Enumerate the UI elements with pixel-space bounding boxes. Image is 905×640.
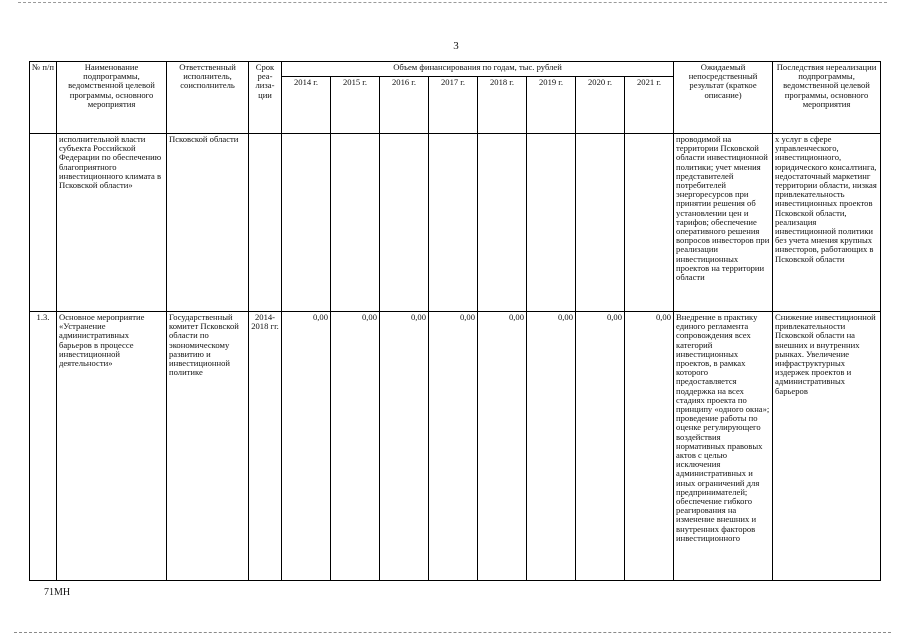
header-executor: Ответственный исполнитель, соисполнитель (167, 62, 249, 134)
table-row-continued (30, 134, 881, 312)
cell-consequences: Снижение инвестиционной привлекательности Псковской области на внешних и внутренних рынках. Увеличение инфраструктурных издержек проектов и административных барьеров (773, 312, 881, 581)
header-name: Наименование подпрограммы, ведомственной целевой программы, основного мероприятия (57, 62, 167, 134)
cell-value (527, 134, 576, 312)
scan-bottom-border (14, 632, 891, 633)
document-code: 71МН (44, 587, 71, 598)
cell-value (576, 134, 625, 312)
header-consequences: Последствия нереализации подпрограммы, ведомственной целевой программы, основного мероприятия (773, 62, 881, 134)
header-num: № п/п (30, 62, 57, 134)
cell-result: проводимой на территории Псковской области инвестиционной политики; учет мнения представителей потребителей энергоресурсов при принятии решения об установлении цен и тарифов; обеспечение оперативного решения вопросов инвесторов при реализации инвестиционных проектов на территории области (674, 134, 773, 312)
header-year: 2018 г. (478, 77, 527, 134)
cell-value: 0,00 (527, 312, 576, 581)
header-term: Срок реа-лиза-ции (249, 62, 282, 134)
header-result: Ожидаемый непосредственный результат (краткое описание) (674, 62, 773, 134)
cell-value (625, 134, 674, 312)
cell-consequences: х услуг в сфере управленческого, инвестиционного, юридического консалтинга, недостаточный маркетинг территории области, низкая привлекательность инвестиционных проектов Псковской области, реализация инвестиционной политики без учета мнения крупных инвесторов, работающих в Псковской области (773, 134, 881, 312)
header-year: 2014 г. (282, 77, 331, 134)
cell-name: Основное мероприятие «Устранение административных барьеров в процессе инвестиционной деятельности» (57, 312, 167, 581)
header-funding-group: Объем финансирования по годам, тыс. рублей (282, 62, 674, 77)
cell-value: 0,00 (282, 312, 331, 581)
cell-name: исполнительной власти субъекта Российской Федерации по обеспечению благоприятного инвестиционного климата в Псковской области» (57, 134, 167, 312)
header-year: 2021 г. (625, 77, 674, 134)
header-year: 2015 г. (331, 77, 380, 134)
header-year: 2020 г. (576, 77, 625, 134)
cell-result: Внедрение в практику единого регламента сопровождения всех категорий инвестиционных проектов, в рамках которого предоставляется поддержка на всех стадиях проекта по принципу «одного окна»; проведение работы по оценке регулирующего воздействия нормативных правовых актов с целью исключения административных и иных ограничений для предпринимателей; обеспечение гибкого реагирования на изменение внешних и внутренних факторов инвестиционного (674, 312, 773, 581)
table-header-row (30, 62, 881, 77)
cell-term (249, 134, 282, 312)
cell-value (429, 134, 478, 312)
cell-num: 1.3. (30, 312, 57, 581)
table-row-1-3 (30, 312, 881, 581)
cell-value: 0,00 (576, 312, 625, 581)
cell-value: 0,00 (429, 312, 478, 581)
header-year: 2019 г. (527, 77, 576, 134)
cell-value (478, 134, 527, 312)
cell-value: 0,00 (478, 312, 527, 581)
cell-value: 0,00 (625, 312, 674, 581)
cell-executor: Псковской области (167, 134, 249, 312)
cell-value (380, 134, 429, 312)
cell-term: 2014-2018 гг. (249, 312, 282, 581)
cell-num (30, 134, 57, 312)
header-year: 2017 г. (429, 77, 478, 134)
program-table (29, 61, 881, 581)
cell-value: 0,00 (331, 312, 380, 581)
cell-value (331, 134, 380, 312)
page-number: 3 (453, 40, 459, 52)
scan-top-border (18, 2, 887, 3)
cell-value: 0,00 (380, 312, 429, 581)
header-year: 2016 г. (380, 77, 429, 134)
cell-executor: Государственный комитет Псковской области по экономическому развитию и инвестиционной политике (167, 312, 249, 581)
cell-value (282, 134, 331, 312)
